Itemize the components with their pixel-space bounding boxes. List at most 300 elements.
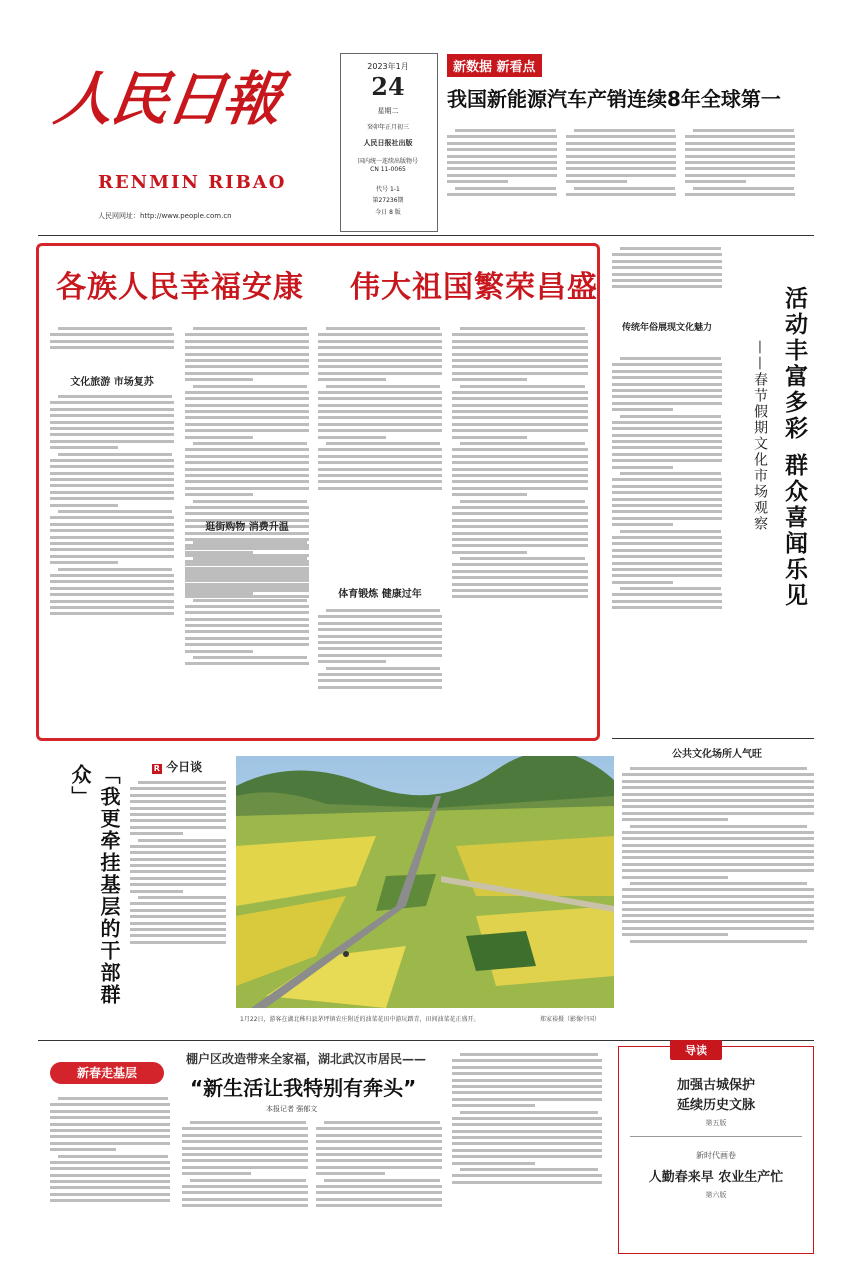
text-line [318,436,386,439]
text-line [182,1134,308,1137]
text-line [50,593,174,596]
text-line [452,1059,602,1062]
text-line [452,480,588,483]
text-line [185,592,253,595]
text-line [318,378,386,381]
text-line [566,161,676,164]
text-line [452,455,588,458]
column-icon: R [153,764,160,773]
text-line [452,576,588,579]
text-line [685,193,795,196]
text-line [318,340,442,343]
text-line [460,1168,598,1171]
text-line [182,1159,308,1162]
guide-item2-title[interactable]: 人勤春来早 农业生产忙 [648,1170,784,1185]
text-line [318,359,442,362]
commentary-tag [130,758,224,775]
text-line [182,1127,308,1130]
text-line [50,1199,170,1202]
masthead-logo: 人民日報 [50,65,285,133]
text-line [318,353,442,356]
text-line [316,1198,442,1201]
photo-credit: 郑家裕摄（影像中国） [540,1016,601,1023]
text-line [185,643,309,646]
text-line [193,500,307,503]
text-line [566,142,676,145]
text-line [622,908,814,911]
text-line [50,446,118,449]
text-line [185,624,309,627]
text-line [50,472,174,475]
bottom-col-1 [50,1094,170,1254]
side-feature-subtitle: ——春节假期文化市场观察 [752,340,768,532]
text-line [130,813,226,816]
text-line [447,174,557,177]
text-line [185,333,309,336]
text-line [622,780,814,783]
text-line [318,448,442,451]
text-line [612,510,722,513]
text-line [620,247,721,250]
text-line [138,839,226,842]
text-line [316,1140,442,1143]
text-line [612,402,722,405]
text-line [185,391,309,394]
text-line [185,605,309,608]
text-line [452,506,588,509]
photo-caption: 1月22日，游客在湖北秭归县茅坪镇农庄附近的油菜花田中游玩踏青，田间油菜花正盛开。 [240,1016,480,1023]
text-line [185,448,309,451]
guide-item1-line1[interactable]: 加强古城保护 [676,1078,755,1093]
text-line [182,1140,308,1143]
text-line [50,612,174,615]
text-line [452,1079,602,1082]
right-col-body [612,354,722,730]
text-line [185,554,309,557]
text-line [185,397,309,400]
lead-col-4 [452,324,588,730]
lead-col-3d [318,606,442,730]
side-feature-title[interactable]: 活动丰富多彩 群众喜闻乐见 [781,286,808,610]
text-line [685,135,795,138]
text-line [612,383,722,386]
text-line [58,568,172,571]
dateline-cn-no: CN 11-0065 [370,166,406,173]
text-line [452,563,588,566]
text-line [452,372,588,375]
text-line [58,453,172,456]
text-line [185,493,253,496]
text-line [50,421,174,424]
text-line [693,129,794,132]
text-line [455,129,556,132]
text-line [58,395,172,398]
lead-subhead-1: 文化旅游 市场复苏 [70,377,154,388]
lead-col-3c [318,324,442,572]
text-line [130,909,226,912]
text-line [318,468,442,471]
text-line [452,468,588,471]
text-line [130,794,226,797]
text-line [452,391,588,394]
lead-col-3b [185,538,309,730]
text-line [316,1134,442,1137]
text-line [182,1204,308,1207]
text-line [452,1085,602,1088]
text-line [185,410,309,413]
text-line [630,825,807,828]
text-line [182,1191,308,1194]
text-line [622,793,814,796]
text-line [452,359,588,362]
text-line [612,498,722,501]
text-line [452,461,588,464]
text-line [612,260,722,263]
guide-item1-line2[interactable]: 延续历史文脉 [676,1098,755,1113]
text-line [612,562,722,565]
text-line [612,574,722,577]
text-line [318,404,442,407]
text-line [612,273,722,276]
text-line [612,478,722,481]
text-line [574,187,675,190]
text-line [318,455,442,458]
text-line [326,609,440,612]
text-line [460,327,585,330]
dateline-publisher: 人民日报社出版 [363,139,413,147]
text-line [452,410,588,413]
text-line [185,512,309,515]
guide-divider [630,1136,802,1137]
text-line [452,544,588,547]
guide-title: 导读 [670,1040,722,1060]
text-line [182,1147,308,1150]
text-line [185,359,309,362]
bottom-col-2 [182,1118,308,1254]
text-line [620,530,721,533]
lead-headline-right[interactable]: 伟大祖国繁荣昌盛 [350,270,598,305]
text-line [452,595,588,598]
text-line [130,941,226,944]
text-line [193,541,307,544]
text-line [193,599,307,602]
text-line [693,187,794,190]
text-line [50,1110,170,1113]
text-line [185,637,309,640]
text-line [130,858,226,861]
text-line [316,1153,442,1156]
text-line [185,560,309,563]
text-line [612,517,722,520]
text-line [193,442,307,445]
text-line [318,622,442,625]
text-line [130,915,226,918]
text-line [50,340,174,343]
text-line [185,340,309,343]
text-line [612,491,722,494]
text-line [318,673,442,676]
text-line [185,586,309,589]
text-line [612,421,722,424]
text-line [58,327,172,330]
text-line [685,174,795,177]
text-line [612,459,722,462]
text-line [318,686,442,689]
text-line [612,440,722,443]
text-line [193,327,307,330]
text-line [460,1111,598,1114]
text-line [50,414,174,417]
text-line [50,1193,170,1196]
text-line [318,397,442,400]
text-line [447,135,557,138]
text-line [452,551,527,554]
text-line [58,1155,168,1158]
text-line [622,933,728,936]
text-line [185,372,309,375]
text-line [318,487,442,490]
text-line [622,914,814,917]
text-line [452,404,588,407]
commentary-title[interactable]: 「我更牵挂基层的干部群众」 [68,764,121,1006]
text-line [452,1098,602,1101]
text-line [130,883,226,886]
text-line [182,1185,308,1188]
photo-caption-title[interactable]: 公共文化场所人气旺 [672,749,762,760]
text-line [318,429,442,432]
text-line [452,1072,602,1075]
text-line [185,579,309,582]
photo-illustration [236,756,614,1008]
masthead-rule [38,235,814,236]
text-line [318,333,442,336]
masthead-pinyin: RENMIN RIBAO [98,172,287,193]
text-line [630,940,807,943]
text-line [566,167,676,170]
text-line [185,662,309,665]
text-line [190,1121,306,1124]
text-line [130,832,183,835]
text-line [316,1172,385,1175]
landscape-photo [236,756,614,1008]
text-line [622,837,814,840]
text-line [612,581,673,584]
text-line [566,180,627,183]
text-line [185,573,309,576]
text-line [452,512,588,515]
text-line [316,1147,442,1150]
text-line [452,340,588,343]
text-line [316,1127,442,1130]
bottom-headline[interactable]: “新生活让我特别有奔头” [190,1076,417,1100]
text-line [447,148,557,151]
text-line [130,819,226,822]
text-line [622,850,814,853]
text-line [612,389,722,392]
text-line [130,928,226,931]
text-line [452,1123,602,1126]
text-line [612,266,722,269]
text-line [50,606,174,609]
text-line [50,561,118,564]
right-col-top [612,244,722,314]
text-line [612,376,722,379]
text-line [50,523,174,526]
text-line [50,427,174,430]
text-line [460,1053,598,1056]
text-line [185,480,309,483]
text-line [185,650,253,653]
text-line [630,882,807,885]
text-line [566,174,676,177]
text-line [452,525,588,528]
text-line [185,346,309,349]
text-line [612,395,722,398]
text-line [685,142,795,145]
text-line [612,536,722,539]
text-line [460,385,585,388]
text-line [622,888,814,891]
text-line [452,519,588,522]
text-line [316,1191,442,1194]
text-line [185,353,309,356]
text-line [318,423,442,426]
lead-headline-left[interactable]: 各族人民幸福安康 [56,270,304,305]
text-line [50,1123,170,1126]
text-line [612,555,722,558]
text-line [130,922,226,925]
text-line [452,474,588,477]
text-line [50,497,174,500]
text-line [50,465,174,468]
text-line [452,353,588,356]
text-line [447,142,557,145]
text-line [612,279,722,282]
commentary-body [130,778,226,1030]
text-line [318,635,442,638]
text-line [622,805,814,808]
text-line [185,416,309,419]
text-line [318,410,442,413]
text-line [138,781,226,784]
text-line [622,920,814,923]
text-line [612,466,673,469]
text-line [324,1179,440,1182]
dateline-issue: 第27236期 [372,197,404,204]
text-line [50,333,174,336]
text-line [182,1153,308,1156]
text-line [452,1117,602,1120]
text-line [622,901,814,904]
text-line [185,423,309,426]
text-line [318,416,442,419]
text-line [50,1174,170,1177]
text-line [50,580,174,583]
text-line [318,365,442,368]
text-line [622,863,814,866]
text-line [185,611,309,614]
text-line [185,365,309,368]
text-line [130,902,226,905]
text-line [612,363,722,366]
text-line [452,448,588,451]
text-line [622,876,728,879]
text-line [50,408,174,411]
text-line [50,1142,170,1145]
text-line [130,864,226,867]
text-line [447,155,557,158]
text-line [452,423,588,426]
text-line [460,500,585,503]
text-line [452,378,527,381]
text-line [622,927,814,930]
lead-col-1b [50,392,174,730]
text-line [452,538,588,541]
masthead-website[interactable]: 人民网网址：http://www.people.com.cn [98,212,232,220]
guide-item1-page: 第五版 [705,1119,727,1127]
text-line [452,429,588,432]
text-line [452,1155,602,1158]
text-line [185,506,309,509]
text-line [185,487,309,490]
text-line [612,453,722,456]
text-line [193,385,307,388]
text-line [620,357,721,360]
text-line [185,461,309,464]
text-line [612,427,722,430]
text-line [566,155,676,158]
lead-subhead-4: 传统年俗展现文化魅力 [621,323,712,333]
text-line [452,1091,602,1094]
text-line [622,895,814,898]
text-line [622,812,814,815]
top-news-headline[interactable]: 我国新能源汽车产销连续8年全球第一 [447,87,781,111]
text-line [50,587,174,590]
text-line [622,773,814,776]
lead-subhead-3: 体育锻炼 健康过年 [338,589,422,600]
bottom-kicker: 棚户区改造带来全家福，湖北武汉市居民—— [186,1052,427,1066]
text-line [452,365,588,368]
text-line [685,148,795,151]
text-line [50,440,174,443]
text-line [447,180,508,183]
dateline-lunar: 癸卯年正月初三 [366,124,409,131]
text-line [190,1179,306,1182]
text-line [447,167,557,170]
text-line [50,542,174,545]
text-line [452,346,588,349]
text-line [50,459,174,462]
text-line [182,1172,251,1175]
text-line [612,285,722,288]
text-line [452,397,588,400]
text-line [622,818,728,821]
text-line [452,436,527,439]
dateline-pages: 今日 8 版 [375,209,401,216]
text-line [130,826,226,829]
top-news-body-1 [447,126,557,231]
text-line [452,333,588,336]
text-line [460,442,585,445]
spring-tag [50,1062,164,1084]
text-line [193,656,307,659]
text-line [185,378,253,381]
text-line [452,532,588,535]
text-line [452,1162,535,1165]
text-line [318,628,442,631]
text-line [318,654,442,657]
text-line [130,877,226,880]
